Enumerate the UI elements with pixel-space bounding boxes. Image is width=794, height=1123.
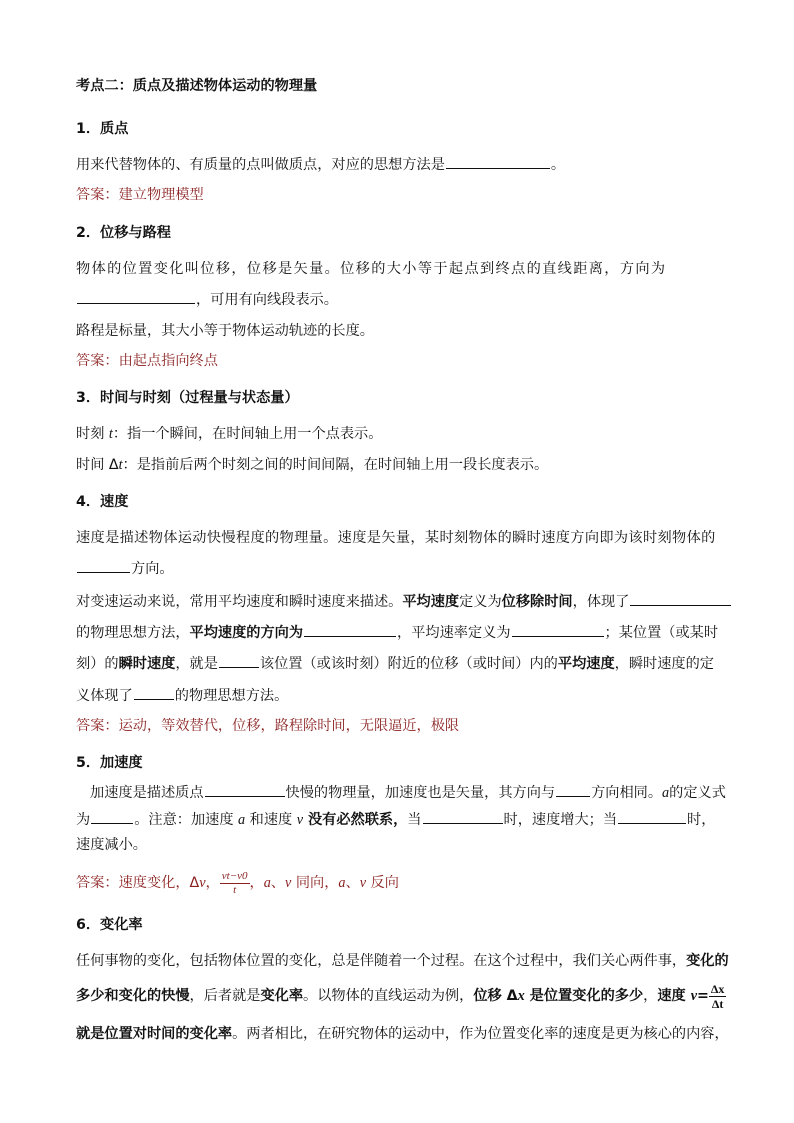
fill-blank xyxy=(423,809,503,824)
text: ；某位置（或某时 xyxy=(604,625,719,641)
section-5-answer xyxy=(76,866,399,900)
math-var: a xyxy=(338,875,346,891)
text: 方向。 xyxy=(131,561,174,577)
section-6-line-3 xyxy=(76,1024,729,1044)
answer-text: 建立物理模型 xyxy=(118,187,204,203)
text: 。以物体的直线运动为例， xyxy=(303,988,474,1004)
section-2-line-3: 路程是标量，其大小等于物体运动轨迹的长度。 xyxy=(76,323,374,339)
fill-blank xyxy=(205,782,285,797)
text: 当 xyxy=(407,812,422,828)
text: ，平均速率定义为 xyxy=(397,625,511,641)
section-3-heading: 3．时间与时刻（过程量与状态量） xyxy=(76,390,299,406)
text: 定义为 xyxy=(459,594,502,610)
math-var: v xyxy=(285,875,292,891)
answer-text: 速度变化，Δ xyxy=(118,875,200,891)
bold-text: 多少和变化的快慢 xyxy=(76,988,190,1004)
section-2-heading: 2．位移与路程 xyxy=(76,225,171,241)
text: 时，速度增大；当 xyxy=(503,812,618,828)
answer-text: 、 xyxy=(270,875,285,891)
section-2-line-2-text: ，可用有向线段表示。 xyxy=(196,292,338,308)
answer-text: 反向 xyxy=(366,875,399,891)
math-var: t xyxy=(118,457,123,473)
section-2-line-2 xyxy=(76,289,338,310)
text: ：是指前后两个时刻之间的时间间隔，在时间轴上用一段长度表示。 xyxy=(122,457,549,473)
text: 任何事物的变化，包括物体位置的变化，总是伴随着一个过程。在这个过程中，我们关心两件事， xyxy=(76,953,687,969)
text: 的物理思想方法， xyxy=(76,625,190,641)
section-1-text xyxy=(76,154,565,175)
math-var: v xyxy=(359,875,366,891)
fill-blank xyxy=(630,591,731,606)
text: ， xyxy=(643,988,658,1004)
answer-label: 答案： xyxy=(76,718,119,734)
text: ：指一个瞬间，在时间轴上用一个点表示。 xyxy=(112,426,383,442)
bold-text: 没有必然联系， xyxy=(303,812,408,828)
section-4-line-5 xyxy=(76,653,714,674)
bold-text: 平均速度 xyxy=(557,656,615,672)
math-var: x xyxy=(517,988,525,1004)
text: 刻）的 xyxy=(76,656,119,672)
text: 。注意：加速度 xyxy=(134,812,239,828)
fill-blank xyxy=(91,809,133,824)
section-4-heading: 4．速度 xyxy=(76,494,129,510)
fill-blank xyxy=(77,558,130,573)
section-5-line-1 xyxy=(90,782,726,803)
page-title: 考点二：质点及描述物体运动的物理量 xyxy=(76,78,318,94)
answer-fraction xyxy=(220,871,250,896)
velocity-fraction xyxy=(709,983,727,1010)
answer-text: 运动，等效替代，位移，路程除时间，无限逼近，极限 xyxy=(118,718,460,734)
bold-text: 平均速度的方向为 xyxy=(189,625,304,641)
fraction-denominator: t xyxy=(233,883,237,896)
section-4-answer xyxy=(76,716,459,736)
answer-text: 同向， xyxy=(291,875,339,891)
text: 快慢的物理量，加速度也是矢量，其方向与 xyxy=(285,785,556,801)
answer-label: 答案： xyxy=(76,187,119,203)
text: 时， xyxy=(687,812,716,828)
section-5-heading: 5．加速度 xyxy=(76,755,143,771)
text: 的物理思想方法。 xyxy=(174,688,289,704)
section-6-line-1 xyxy=(76,951,729,971)
math-var: a xyxy=(238,812,246,828)
section-4-line-2 xyxy=(76,558,174,579)
fill-blank xyxy=(134,685,174,700)
text: 义体现了 xyxy=(76,688,133,704)
fill-blank xyxy=(304,622,396,637)
bold-text: 速度 xyxy=(657,988,691,1004)
section-3-line-2 xyxy=(76,455,548,475)
section-4-line-4 xyxy=(76,622,718,643)
math-var: v xyxy=(199,875,206,891)
math-var: v xyxy=(296,812,304,828)
section-5-line-2 xyxy=(76,809,715,830)
text: ，体现了 xyxy=(572,594,630,610)
text: 和速度 xyxy=(245,812,297,828)
section-4-line-3 xyxy=(76,591,732,612)
bold-text: 是位置变化的多少 xyxy=(524,988,644,1004)
bold-text: 变化的 xyxy=(686,953,729,969)
answer-label: 答案： xyxy=(76,353,119,369)
text: ，瞬时速度的定 xyxy=(614,656,714,672)
bold-text: 就是位置对时间的变化率 xyxy=(76,1026,233,1042)
bold-text: 平均速度 xyxy=(402,594,460,610)
text: ，后者就是 xyxy=(189,988,261,1004)
fill-blank xyxy=(446,154,550,169)
fill-blank xyxy=(219,653,259,668)
math-var: a xyxy=(662,785,670,801)
section-5-line-3: 速度减小。 xyxy=(76,837,147,853)
math-var: a xyxy=(263,875,271,891)
fill-blank xyxy=(618,809,686,824)
section-3-line-1 xyxy=(76,424,382,444)
answer-text: 由起点指向终点 xyxy=(118,353,218,369)
bold-text: 位移除时间 xyxy=(501,594,573,610)
text: 该位置（或该时刻）附近的位移（或时间）内的 xyxy=(259,656,558,672)
section-4-line-1: 速度是描述物体运动快慢程度的物理量。速度是矢量，某时刻物体的瞬时速度方向即为该时刻物体的 xyxy=(76,530,716,546)
section-6-heading: 6．变化率 xyxy=(76,917,143,933)
section-4-line-6 xyxy=(76,685,288,706)
fraction-denominator: Δt xyxy=(711,996,724,1011)
fill-blank xyxy=(556,782,590,797)
fill-blank xyxy=(77,289,195,304)
answer-label: 答案： xyxy=(76,875,119,891)
section-2-line-1: 物体的位置变化叫位移，位移是矢量。位移的大小等于起点到终点的直线距离，方向为 xyxy=(76,261,667,277)
section-1-sentence: 用来代替物体的、有质量的点叫做质点，对应的思想方法是 xyxy=(76,157,445,173)
text: 时刻 xyxy=(76,426,109,442)
text: 时间 Δ xyxy=(76,457,119,473)
section-2-answer xyxy=(76,351,218,371)
answer-text: ， xyxy=(205,875,220,891)
section-6-line-2 xyxy=(76,978,726,1014)
math-var: t xyxy=(108,426,113,442)
bold-text: 位移 Δ xyxy=(473,988,518,1004)
fill-blank xyxy=(512,622,604,637)
section-1-end: 。 xyxy=(550,157,566,173)
text: 的定义式 xyxy=(669,785,726,801)
section-1-answer xyxy=(76,185,204,205)
text: 。两者相比，在研究物体的运动中，作为位置变化率的速度是更为核心的内容， xyxy=(232,1026,729,1042)
text: 对变速运动来说，常用平均速度和瞬时速度来描述。 xyxy=(76,594,403,610)
fraction-numerator: vt−v0 xyxy=(221,869,248,882)
answer-text: 、 xyxy=(345,875,360,891)
section-1-heading: 1．质点 xyxy=(76,121,129,137)
text: 为 xyxy=(76,812,91,828)
answer-text: ， xyxy=(249,875,264,891)
text: 方向相同。 xyxy=(591,785,663,801)
bold-text: 瞬时速度 xyxy=(118,656,176,672)
fraction-numerator: Δx xyxy=(710,981,725,996)
text: ，就是 xyxy=(175,656,218,672)
bold-text: 变化率 xyxy=(260,988,304,1004)
math-var: v xyxy=(690,988,697,1004)
equals-sign: = xyxy=(697,988,709,1004)
text: 加速度是描述质点 xyxy=(90,785,204,801)
